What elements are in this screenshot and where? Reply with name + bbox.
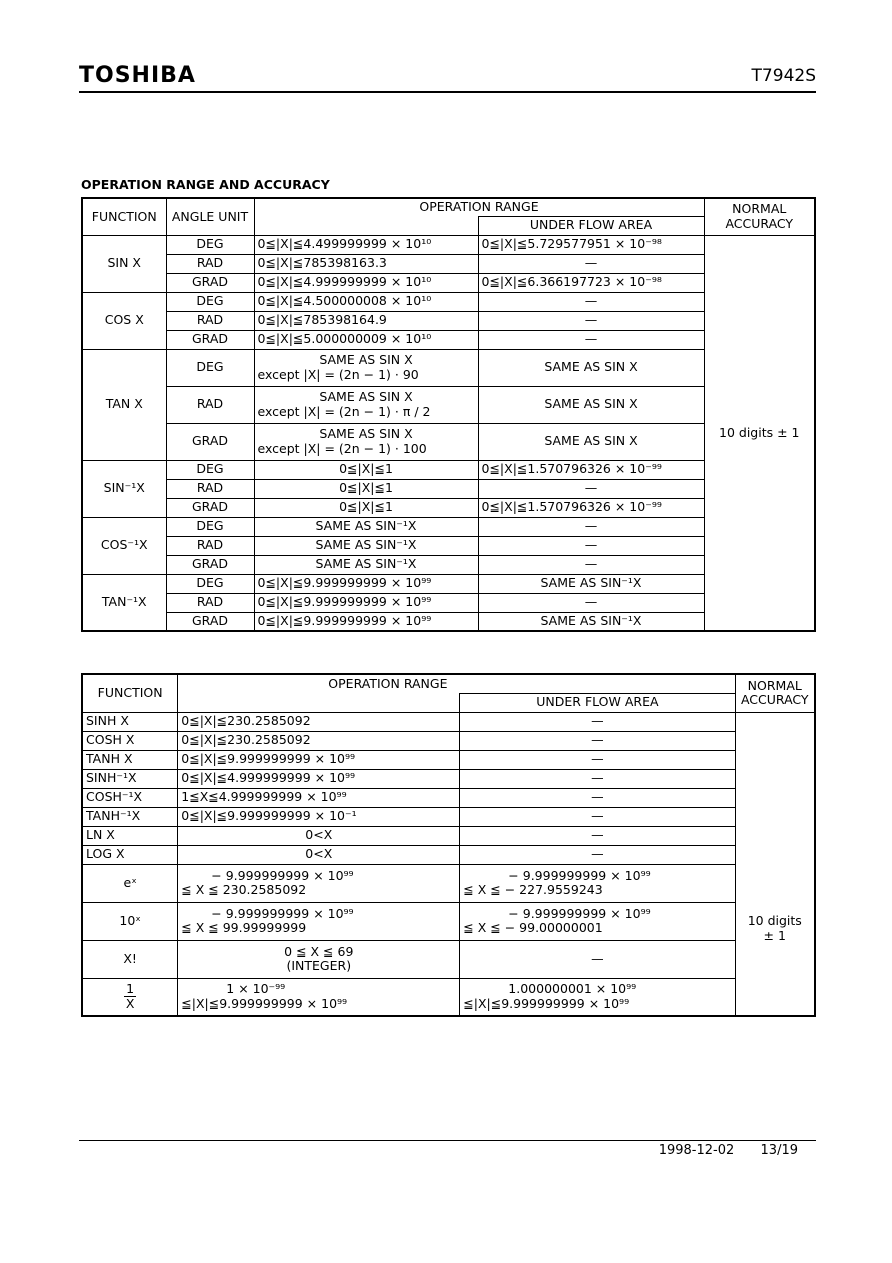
- footer-page: 13/19: [760, 1143, 798, 1158]
- header-operation-range-label: OPERATION RANGE: [328, 675, 448, 691]
- range-value: 0≦|X|≦9.999999999 × 10⁹⁹: [257, 575, 432, 591]
- angle-unit-label: GRAD: [191, 274, 229, 290]
- section-title: OPERATION RANGE AND ACCURACY: [81, 177, 330, 192]
- range-line1: 1 × 10⁻⁹⁹: [226, 981, 286, 997]
- under-flow-area: [478, 517, 704, 536]
- under-flow-value: —: [584, 312, 598, 328]
- function-name: [82, 292, 166, 349]
- operation-range: [254, 555, 478, 574]
- angle-unit: [166, 330, 254, 349]
- fraction-numerator: 1: [124, 982, 137, 997]
- header-accuracy: [704, 198, 815, 235]
- function-label: COSH⁻¹X: [86, 789, 143, 805]
- table-row: [82, 807, 815, 826]
- header-operation-range-label: OPERATION RANGE: [419, 199, 539, 215]
- under-flow-value: —: [591, 827, 604, 843]
- under-flow-area: [478, 574, 704, 593]
- angle-unit-label: RAD: [196, 480, 224, 496]
- operation-range: [178, 940, 460, 978]
- function-name: [82, 235, 166, 292]
- function-label: TANH⁻¹X: [86, 808, 141, 824]
- operation-range: [254, 498, 478, 517]
- under-flow-value: —: [591, 751, 604, 767]
- function-name: [82, 750, 178, 769]
- header-function: [82, 674, 178, 712]
- under-flow-value: —: [591, 950, 604, 966]
- under-flow-value: —: [591, 770, 604, 786]
- range-value: SAME AS SIN⁻¹X: [315, 556, 417, 572]
- function-name: [82, 864, 178, 902]
- operation-range: [178, 712, 460, 731]
- under-flow-line1: 1.000000001 × 10⁹⁹: [508, 981, 637, 997]
- under-flow-value: —: [584, 331, 598, 347]
- range-line1: − 9.999999999 × 10⁹⁹: [211, 905, 354, 921]
- table-row: [82, 750, 815, 769]
- function-name: [82, 902, 178, 940]
- operation-range: [178, 788, 460, 807]
- angle-unit-label: DEG: [196, 461, 224, 477]
- angle-unit: [166, 273, 254, 292]
- header-angle-unit: [166, 198, 254, 235]
- operation-range: [254, 292, 478, 311]
- operation-range-table-trig: [81, 197, 816, 632]
- range-value: 0≦|X|≦9.999999999 × 10⁹⁹: [257, 594, 432, 610]
- range-line1: SAME AS SIN X: [319, 426, 413, 442]
- header-function-label: FUNCTION: [91, 208, 157, 224]
- range-value: 0≦|X|≦230.2585092: [181, 732, 311, 748]
- function-name: [82, 826, 178, 845]
- angle-unit: [166, 574, 254, 593]
- operation-range: [254, 386, 478, 423]
- header-under-flow: [460, 693, 735, 712]
- range-value: SAME AS SIN⁻¹X: [315, 537, 417, 553]
- range-value: 0≦|X|≦1: [339, 480, 393, 496]
- function-label: SIN X: [107, 255, 141, 271]
- under-flow-value: 0≦|X|≦5.729577951 × 10⁻⁹⁸: [481, 236, 662, 252]
- operation-range: [178, 845, 460, 864]
- range-value: 0≦|X|≦4.500000008 × 10¹⁰: [257, 293, 432, 309]
- angle-unit-label: DEG: [196, 518, 224, 534]
- operation-range: [254, 536, 478, 555]
- under-flow-value: —: [584, 255, 598, 271]
- function-label: eˣ: [123, 874, 137, 890]
- range-value: 0<X: [305, 827, 333, 843]
- angle-unit-label: DEG: [196, 575, 224, 591]
- range-line2: except |X| = (2n − 1) · 100: [257, 440, 427, 456]
- page-header: [79, 63, 816, 93]
- under-flow-value: SAME AS SIN⁻¹X: [540, 613, 642, 629]
- header-under-flow-label: UNDER FLOW AREA: [536, 694, 659, 710]
- table-row: [82, 902, 815, 940]
- header-accuracy-line2: ACCURACY: [740, 692, 809, 708]
- function-label: TAN X: [105, 396, 143, 412]
- under-flow-value: 0≦|X|≦6.366197723 × 10⁻⁹⁸: [481, 274, 662, 290]
- function-name: [82, 769, 178, 788]
- footer-date: 1998-12-02: [658, 1143, 735, 1158]
- range-value: 0≦|X|≦785398163.3: [257, 255, 387, 271]
- function-name: [82, 978, 178, 1016]
- under-flow-area: [460, 788, 735, 807]
- under-flow-value: —: [591, 846, 604, 862]
- angle-unit-label: GRAD: [191, 613, 229, 629]
- angle-unit: [166, 479, 254, 498]
- header-function: [82, 198, 166, 235]
- operation-range: [178, 978, 460, 1016]
- function-label: COS X: [104, 312, 144, 328]
- operation-range: [254, 349, 478, 386]
- under-flow-value: —: [591, 808, 604, 824]
- range-value: 0≦|X|≦9.999999999 × 10⁻¹: [181, 808, 357, 824]
- range-value: 0≦|X|≦1: [339, 461, 393, 477]
- function-name: [82, 574, 166, 631]
- range-line2: ≦|X|≦9.999999999 × 10⁹⁹: [181, 995, 348, 1011]
- operation-range: [178, 902, 460, 940]
- function-name: [82, 460, 166, 517]
- under-flow-value: —: [591, 732, 604, 748]
- range-line2: ≦ X ≦ 230.2585092: [181, 882, 307, 897]
- angle-unit: [166, 555, 254, 574]
- angle-unit-label: RAD: [196, 537, 224, 553]
- accuracy-value: 10 digits ± 1: [719, 424, 800, 440]
- angle-unit: [166, 423, 254, 460]
- operation-range: [254, 330, 478, 349]
- under-flow-area: [478, 349, 704, 386]
- operation-range: [178, 731, 460, 750]
- range-value: 0≦|X|≦4.999999999 × 10⁹⁹: [181, 770, 356, 786]
- under-flow-value: 0≦|X|≦1.570796326 × 10⁻⁹⁹: [481, 499, 662, 515]
- header-accuracy: [735, 674, 815, 712]
- under-flow-area: [478, 254, 704, 273]
- header-spacer: [254, 216, 478, 235]
- under-flow-line1: − 9.999999999 × 10⁹⁹: [508, 867, 651, 883]
- header-under-flow: [478, 216, 704, 235]
- function-name: [82, 845, 178, 864]
- under-flow-area: [478, 386, 704, 423]
- function-name: [82, 940, 178, 978]
- under-flow-value: SAME AS SIN X: [544, 396, 638, 412]
- function-name: [82, 807, 178, 826]
- range-value: 1≦X≦4.999999999 × 10⁹⁹: [181, 789, 347, 805]
- under-flow-value: —: [584, 537, 598, 553]
- range-value: 0≦|X|≦4.999999999 × 10¹⁰: [257, 274, 432, 290]
- under-flow-area: [478, 460, 704, 479]
- under-flow-area: [460, 712, 735, 731]
- under-flow-value: —: [591, 789, 604, 805]
- table-row: [82, 235, 815, 254]
- angle-unit: [166, 254, 254, 273]
- angle-unit-label: GRAD: [191, 556, 229, 572]
- range-line2: (INTEGER): [286, 958, 352, 973]
- under-flow-area: [478, 593, 704, 612]
- under-flow-area: [460, 845, 735, 864]
- angle-unit: [166, 612, 254, 631]
- under-flow-value: —: [584, 594, 598, 610]
- under-flow-area: [460, 769, 735, 788]
- under-flow-area: [478, 498, 704, 517]
- range-line1: SAME AS SIN X: [319, 389, 413, 405]
- range-line1: SAME AS SIN X: [319, 352, 413, 368]
- under-flow-value: —: [584, 518, 598, 534]
- operation-range: [254, 593, 478, 612]
- operation-range: [178, 864, 460, 902]
- range-line2: ≦ X ≦ 99.99999999: [181, 920, 307, 935]
- function-label: LOG X: [86, 846, 125, 862]
- under-flow-area: [460, 826, 735, 845]
- header-accuracy-line1: NORMAL: [747, 677, 802, 693]
- operation-range: [254, 612, 478, 631]
- under-flow-area: [460, 750, 735, 769]
- range-value: 0≦|X|≦230.2585092: [181, 713, 311, 729]
- table-row: [82, 864, 815, 902]
- under-flow-value: SAME AS SIN⁻¹X: [540, 575, 642, 591]
- table-row: [82, 712, 815, 731]
- normal-accuracy: [735, 712, 815, 1016]
- operation-range: [254, 517, 478, 536]
- under-flow-area: [478, 292, 704, 311]
- table-row: [82, 826, 815, 845]
- header-under-flow-label: UNDER FLOW AREA: [529, 217, 653, 233]
- operation-range: [178, 807, 460, 826]
- header-angle-unit-label: ANGLE UNIT: [171, 208, 249, 224]
- under-flow-area: [460, 902, 735, 940]
- table-row: [82, 731, 815, 750]
- under-flow-area: [460, 731, 735, 750]
- function-label: TANH X: [86, 751, 133, 767]
- part-number: T7942S: [751, 66, 816, 86]
- function-label: SIN⁻¹X: [103, 480, 145, 496]
- angle-unit-label: DEG: [196, 293, 224, 309]
- angle-unit: [166, 311, 254, 330]
- operation-range: [254, 423, 478, 460]
- function-name: [82, 517, 166, 574]
- under-flow-value: SAME AS SIN X: [544, 359, 638, 375]
- reciprocal-fraction: [124, 982, 137, 1011]
- under-flow-area: [478, 612, 704, 631]
- normal-accuracy: [704, 235, 815, 631]
- function-name: [82, 731, 178, 750]
- angle-unit: [166, 536, 254, 555]
- header-accuracy-line1: NORMAL: [732, 201, 787, 217]
- function-label: X!: [123, 950, 137, 966]
- table-row: [82, 845, 815, 864]
- under-flow-area: [460, 807, 735, 826]
- range-value: 0≦|X|≦5.000000009 × 10¹⁰: [257, 331, 432, 347]
- operation-range: [254, 479, 478, 498]
- function-label: 10ˣ: [119, 912, 141, 928]
- angle-unit-label: DEG: [196, 359, 224, 375]
- under-flow-area: [478, 536, 704, 555]
- function-label: TAN⁻¹X: [101, 594, 147, 610]
- angle-unit: [166, 460, 254, 479]
- range-line2: except |X| = (2n − 1) · π / 2: [257, 403, 431, 419]
- under-flow-area: [478, 479, 704, 498]
- angle-unit: [166, 593, 254, 612]
- function-label: COS⁻¹X: [100, 537, 148, 553]
- under-flow-value: —: [584, 293, 598, 309]
- under-flow-value: 0≦|X|≦1.570796326 × 10⁻⁹⁹: [481, 461, 662, 477]
- table-row: [82, 769, 815, 788]
- function-label: SINH⁻¹X: [86, 770, 137, 786]
- under-flow-line2: ≦ X ≦ − 99.00000001: [463, 920, 603, 935]
- header-operation-range: [254, 198, 704, 216]
- operation-range: [254, 254, 478, 273]
- angle-unit: [166, 349, 254, 386]
- operation-range: [254, 311, 478, 330]
- range-value: 0≦|X|≦4.499999999 × 10¹⁰: [257, 236, 432, 252]
- under-flow-area: [478, 273, 704, 292]
- angle-unit-label: GRAD: [191, 499, 229, 515]
- angle-unit: [166, 292, 254, 311]
- under-flow-area: [478, 423, 704, 460]
- under-flow-value: —: [584, 480, 598, 496]
- angle-unit-label: RAD: [196, 255, 224, 271]
- range-value: 0≦|X|≦785398164.9: [257, 312, 387, 328]
- under-flow-area: [478, 555, 704, 574]
- page-footer: [659, 1143, 798, 1158]
- under-flow-value: SAME AS SIN X: [544, 433, 638, 449]
- angle-unit: [166, 517, 254, 536]
- operation-range-table-other: [81, 673, 816, 1017]
- function-name: [82, 788, 178, 807]
- operation-range: [254, 273, 478, 292]
- range-value: 0≦|X|≦9.999999999 × 10⁹⁹: [181, 751, 356, 767]
- angle-unit-label: GRAD: [191, 331, 229, 347]
- under-flow-line2: ≦ X ≦ − 227.9559243: [463, 882, 603, 897]
- table-row: [82, 788, 815, 807]
- under-flow-area: [460, 978, 735, 1016]
- range-line1: 0 ≦ X ≦ 69: [284, 943, 354, 959]
- operation-range: [178, 769, 460, 788]
- operation-range: [178, 750, 460, 769]
- function-name: [82, 349, 166, 460]
- range-value: SAME AS SIN⁻¹X: [315, 518, 417, 534]
- header-spacer: [178, 693, 460, 712]
- under-flow-line1: − 9.999999999 × 10⁹⁹: [508, 905, 651, 921]
- range-line2: except |X| = (2n − 1) · 90: [257, 366, 419, 382]
- operation-range: [254, 235, 478, 254]
- under-flow-value: —: [584, 556, 598, 572]
- operation-range: [254, 574, 478, 593]
- angle-unit: [166, 235, 254, 254]
- accuracy-line1: 10 digits: [747, 913, 802, 929]
- function-label: SINH X: [86, 713, 129, 729]
- accuracy-line2: ± 1: [763, 927, 786, 943]
- under-flow-area: [478, 235, 704, 254]
- under-flow-line2: ≦|X|≦9.999999999 × 10⁹⁹: [463, 995, 630, 1011]
- range-value: 0<X: [305, 846, 333, 862]
- angle-unit-label: RAD: [196, 396, 224, 412]
- function-label: COSH X: [86, 732, 135, 748]
- angle-unit: [166, 386, 254, 423]
- angle-unit-label: RAD: [196, 594, 224, 610]
- angle-unit-label: RAD: [196, 312, 224, 328]
- under-flow-area: [478, 311, 704, 330]
- function-label: LN X: [86, 827, 115, 843]
- under-flow-area: [460, 940, 735, 978]
- toshiba-logo: TOSHIBA: [79, 63, 196, 88]
- angle-unit: [166, 498, 254, 517]
- range-line1: − 9.999999999 × 10⁹⁹: [211, 867, 354, 883]
- operation-range: [254, 460, 478, 479]
- range-value: 0≦|X|≦9.999999999 × 10⁹⁹: [257, 613, 432, 629]
- angle-unit-label: DEG: [196, 236, 224, 252]
- angle-unit-label: GRAD: [191, 433, 229, 449]
- under-flow-value: —: [591, 713, 604, 729]
- fraction-denominator: X: [125, 995, 135, 1011]
- header-accuracy-line2: ACCURACY: [725, 215, 794, 231]
- header-function-label: FUNCTION: [97, 685, 163, 701]
- table-row: [82, 978, 815, 1016]
- operation-range: [178, 826, 460, 845]
- footer-rule: [79, 1140, 816, 1141]
- range-value: 0≦|X|≦1: [339, 499, 393, 515]
- header-operation-range: [178, 674, 735, 693]
- under-flow-area: [478, 330, 704, 349]
- under-flow-area: [460, 864, 735, 902]
- table-row: [82, 940, 815, 978]
- function-name: [82, 712, 178, 731]
